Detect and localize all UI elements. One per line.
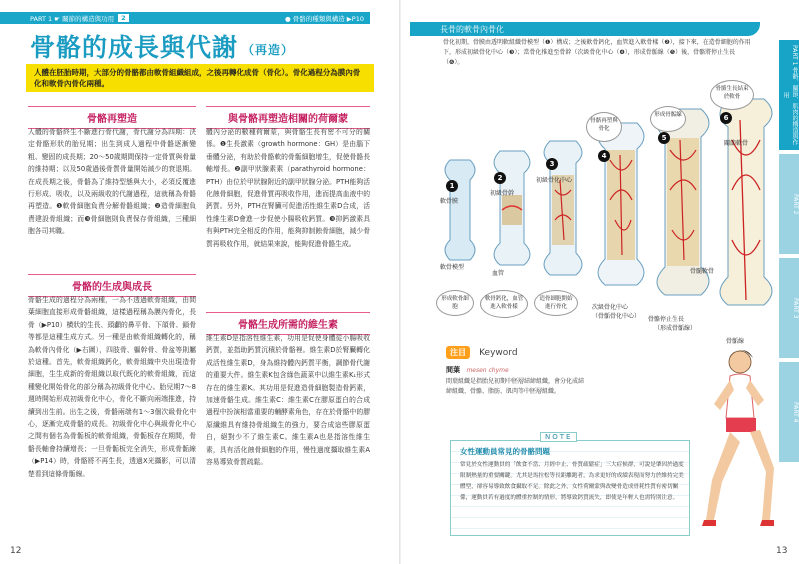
keyword-body: 間葉組織是指胎兒初期中胚層結締組織，會分化成結締組織、骨骼、脂肪、肌肉等中胚層組織。 <box>446 378 585 395</box>
side-tab-part4[interactable]: PART 4 <box>779 362 799 462</box>
bone-stage-2 <box>494 151 530 265</box>
figure-header: 長骨的軟骨內骨化 <box>410 22 760 36</box>
label-secondary-center: 次級骨化中心 <box>592 304 629 311</box>
note-body: 常見於女性運動員的「飲食不當、月經中止、骨質疏鬆症」三大症候群，可說是肇因於過度限制熱量的重要關鍵。尤其是馬拉松等長距離跑者，為求更好的成績表現而努力於維持完美體型，卻容易導致飲食攝取不足。除此之外，女性荷爾蒙與改變骨造成骨耗性質有密切關係，運動員若有過度的體重控制的情形，將導致鈣質流失，即使是年輕人也需特別注意。 <box>460 462 684 501</box>
page-title <box>30 28 294 64</box>
keyword-term-en: mesen chyme <box>466 367 509 374</box>
breadcrumb-bar <box>0 12 370 24</box>
stage-number-5: 5 <box>658 132 670 144</box>
bubble-remodel: 骨骼再塑與骨化 <box>586 112 622 142</box>
keyword-title: Keyword <box>479 348 518 358</box>
runner-illustration <box>690 340 780 540</box>
bone-stage-1 <box>445 160 475 260</box>
section-body-hormones: 體內分泌的數種荷爾蒙，與骨骼生長有密不可分的關係。❶生長激素（growth hormone：GH）是由腦下垂體分泌，有助於骨骼軟的骨骺細胞增生，促使骨骼長軸增長。❷副甲狀腺素素（parathyroid hormone：PTH）由位於甲狀腺附近的副甲狀腺分泌。PTH能夠活化蝕骨細胞，促進骨質再吸收作用，進而提高血液中的鈣質。另外，PTH在腎臟可促進活性維生素D合成，活性維生素D會進一步促使小腸吸收鈣質。❸抑鈣激素具有與PTH完全相反的作用，能夠抑制蝕骨細胞，減少骨質再吸收作用，就結果來說，能夠促進骨骼生成。 <box>206 128 370 248</box>
section-heading-vitamins: 骨骼生成所需的維生素 <box>206 312 370 335</box>
label-cartilage-model: 軟骨模型 <box>440 264 465 271</box>
keyword-term: 間葉 <box>446 366 460 374</box>
label-primary-center: 初級骨化中心 <box>536 177 573 184</box>
label-primary-shaft: 初級骨幹 <box>490 190 515 197</box>
keyword-term-row <box>446 365 586 375</box>
label-marrow: 骨髓軟骨 <box>690 268 715 275</box>
label-stop-growth: 骨骼停止生長 <box>648 316 685 323</box>
section-heading-hormones: 與骨骼再塑造相關的荷爾蒙 <box>206 106 370 129</box>
bubble-line: 形成骨骺線 <box>650 106 686 132</box>
page-number-left: 12 <box>10 546 22 556</box>
label-blood-vessel: 血管 <box>492 270 505 277</box>
breadcrumb-ref: ● 骨骼的種類與構造 ▶P10 <box>285 14 364 23</box>
stage-number-1: 1 <box>446 180 458 192</box>
section-number: 2 <box>118 14 129 22</box>
page-number-right: 13 <box>776 546 788 556</box>
title-sub: （再造） <box>242 42 295 57</box>
page-gutter <box>399 0 401 564</box>
note-title: 女性運動員常見的骨骼問題 <box>460 447 550 456</box>
label-secondary-sub: （骨骺骨化中心） <box>592 313 641 320</box>
section-heading-growth: 骨骼的生成與成長 <box>28 274 196 297</box>
bubble-top: 骨骼生長結束於軟骨 <box>710 80 754 110</box>
stage-number-4: 4 <box>598 150 610 162</box>
stage-number-2: 2 <box>494 172 506 184</box>
label-perichondrium: 軟骨膜 <box>440 198 459 205</box>
side-tab-part3[interactable]: PART 3 <box>779 258 799 358</box>
label-articular: 關節軟骨 <box>724 140 749 147</box>
breadcrumb: PART 1 ☛ 關節的構造與功用 <box>30 14 115 23</box>
bubble-chondrocyte: 形成軟骨細胞 <box>436 290 474 316</box>
keyword-box <box>446 340 586 397</box>
section-body-vitamins: 維生素D是指溶性維生素，功用是促使身體從小腸吸收鈣質，並指助鈣質沉積於骨骼裡。維生素D於腎臟轉化成活性維生素D，身為維持體內鈣質平衡，調節骨代謝的重要大件。維生素K包含綠色蔬菜中以維生素K₁形式存在的維生素K。其功用是促進造骨細胞製造骨鈣素，加速骨骼生成。維生素C：維生素C在膠原蛋白的合成過程中扮演相當重要的輔酵素角色，存在於骨骼中的膠原纖維具有維持骨組織生的強力，要合成這些膠原蛋白，絕對少不了維生素C。維生素A也是指溶性維生素，具有活化蝕骨細胞的作用，慢性過度攝取維生素A容易導致骨質疏鬆。 <box>206 334 370 467</box>
side-tab-part1[interactable]: PART 1 骨骼、關節、肌肉的構造與作用 <box>779 40 799 150</box>
keyword-badge: 注目 <box>446 346 470 359</box>
label-stop-sub: （形成骨骺線） <box>654 325 697 332</box>
bubble-osteoblast: 造骨細胞開始進行骨化 <box>534 290 578 316</box>
stage-number-6: 6 <box>720 112 732 124</box>
bone-stage-4 <box>598 123 644 285</box>
bone-stage-6 <box>720 99 772 305</box>
note-tag: NOTE <box>540 432 577 442</box>
stage-number-3: 3 <box>546 158 558 170</box>
section-body-growth: 骨骼生成的過程分為兩種，一為不透過軟骨組織，由間葉細胞直接形成骨骼組織，這樣過程稱為膜內骨化，長骨（▶P10）横狀的生長、頭顱的鼻平骨、下頜骨、鎖骨等都是這種生成方式。另一種是由軟骨組織轉化的，稱為軟骨內骨化（▶右圖），四肢骨、軀幹骨、骨盆等則屬於這種。首先，軟骨組織鈣化，軟骨組織中央出現造骨細胞，生生成新的骨組織以取代既化的軟骨組織，而這種變化開始骨化的部分稱為初級骨化中心。胎兒期7～8週時開始形成初級骨化中心，骨化不斷向兩端推進，持續到出生前。出生之後，骨骼兩端有1～3個次級骨化中心，逐漸完成骨骼的成長。初級骨化中心與級骨化中心之間有個名為骨骺板的軟骨組織，骨骺板存在期間，骨骼長軸會持續增長；一旦骨骺板完全消失，形成骨骺線（▶P14）時，骨骼將不再生長，透過X光攝影，可以清楚看到這條骨骺線。 <box>28 296 196 478</box>
bubble-calcify: 軟骨鈣化，血管進入軟骨樣 <box>480 290 528 318</box>
section-heading-remodel: 骨骼再塑造 <box>28 106 196 129</box>
section-body-remodel: 人體的骨骼終生不斷進行骨代謝，骨代謝分為四期：決定骨骼形狀的胎兒期；出生到成人過程中骨骼逐漸變粗、變固的成長期；20～50歲期間保持一定骨質與骨量的維持期；以及50歲過後骨質骨量開始減少的衰退期。在成長期之後，骨骼為了維持型態與大小，必須反覆進行形成、吸收，以及兩級收的代謝過程，這就稱為骨骼再塑造。❶軟骨細胞負責分解骨骼組織；❷造骨細胞負責建設骨組織；而❸骨細胞則負責保存骨組織，三種細胞各司其職。 <box>28 128 196 236</box>
figure-intro: 骨化初期，骨膜由透明軟組織骨模型（❶）構成；之後軟骨鈣化，血管進入軟骨樣（❷），接下來，在造骨細胞的作用下，形成初級骨化中心（❸）；當骨化推進至骨幹（次級骨化中心（❹），形成骨骺線（❺）後，骨骼將停止生長（❻）。 <box>443 39 751 66</box>
title-main: 骨骼的成長與代謝 <box>30 33 239 62</box>
intro-box: 人體在胚胎時期，大部分的骨骼都由軟骨組織組成，之後再轉化成骨（骨化）。骨化過程分為膜內骨化和軟骨內骨化兩種。 <box>26 64 374 92</box>
label-epiphyseal-line: 骨骺線 <box>726 338 745 345</box>
side-tab-part2[interactable]: PART 2 <box>779 154 799 254</box>
